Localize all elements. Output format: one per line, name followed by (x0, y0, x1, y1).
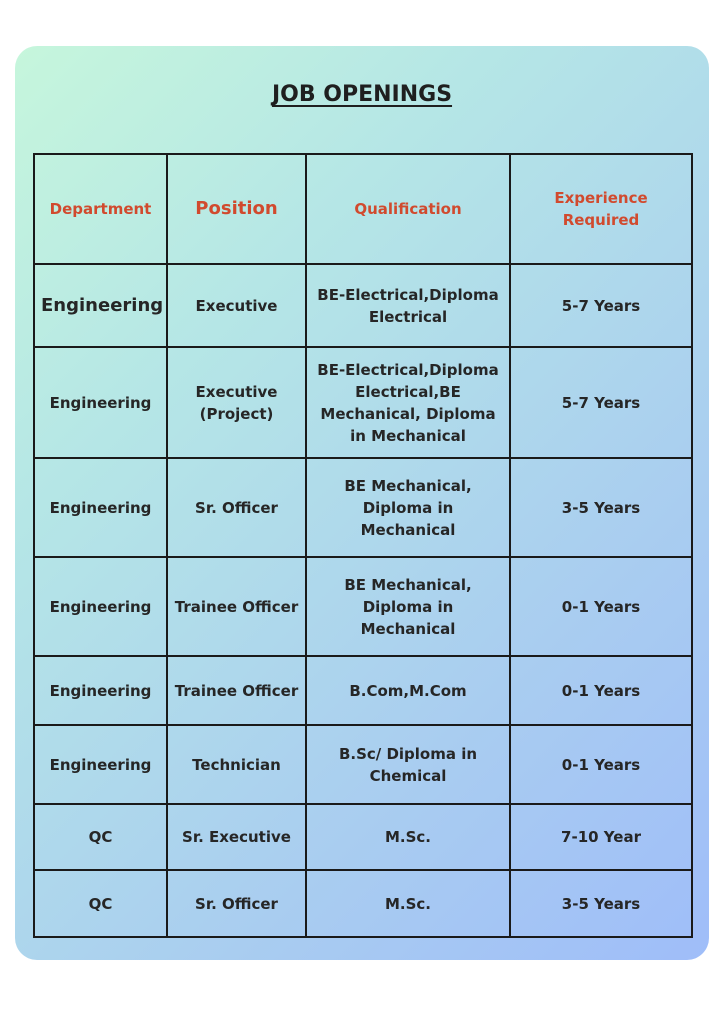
cell-department: Engineering (34, 656, 167, 725)
cell-experience: 3-5 Years (510, 870, 692, 937)
cell-qualification: BE Mechanical, Diploma in Mechanical (306, 458, 510, 557)
cell-position: Sr. Officer (167, 870, 306, 937)
table-row (34, 870, 692, 937)
cell-qualification: B.Sc/ Diploma in Chemical (306, 725, 510, 804)
cell-qualification: B.Com,M.Com (306, 656, 510, 725)
cell-experience: 0-1 Years (510, 725, 692, 804)
cell-department: Engineering (34, 458, 167, 557)
cell-department: Engineering (34, 264, 167, 347)
cell-qualification: BE Mechanical, Diploma in Mechanical (306, 557, 510, 656)
cell-position: Sr. Officer (167, 458, 306, 557)
table-row (34, 804, 692, 870)
header-row (34, 154, 692, 264)
page-title: JOB OPENINGS (271, 82, 453, 107)
cell-experience: 7-10 Year (510, 804, 692, 870)
cell-qualification: M.Sc. (306, 804, 510, 870)
cell-experience: 0-1 Years (510, 656, 692, 725)
table-row (34, 458, 692, 557)
header-qualification: Qualification (306, 154, 510, 264)
job-openings-table (33, 153, 693, 938)
cell-department: Engineering (34, 725, 167, 804)
cell-qualification: BE-Electrical,Diploma Electrical,BE Mechanical, Diploma in Mechanical (306, 347, 510, 458)
cell-position: Trainee Officer (167, 656, 306, 725)
cell-qualification: BE-Electrical,Diploma Electrical (306, 264, 510, 347)
table-row (34, 264, 692, 347)
table-row (34, 557, 692, 656)
table-row (34, 656, 692, 725)
cell-experience: 5-7 Years (510, 347, 692, 458)
table-row (34, 347, 692, 458)
table-row (34, 725, 692, 804)
cell-position: Trainee Officer (167, 557, 306, 656)
cell-experience: 5-7 Years (510, 264, 692, 347)
cell-position: Sr. Executive (167, 804, 306, 870)
header-department: Department (34, 154, 167, 264)
cell-experience: 0-1 Years (510, 557, 692, 656)
cell-qualification: M.Sc. (306, 870, 510, 937)
cell-position: Executive (Project) (167, 347, 306, 458)
cell-department: Engineering (34, 347, 167, 458)
cell-department: Engineering (34, 557, 167, 656)
cell-position: Technician (167, 725, 306, 804)
header-position: Position (167, 154, 306, 264)
cell-department: QC (34, 870, 167, 937)
cell-department: QC (34, 804, 167, 870)
cell-position: Executive (167, 264, 306, 347)
header-experience: Experience Required (510, 154, 692, 264)
cell-experience: 3-5 Years (510, 458, 692, 557)
